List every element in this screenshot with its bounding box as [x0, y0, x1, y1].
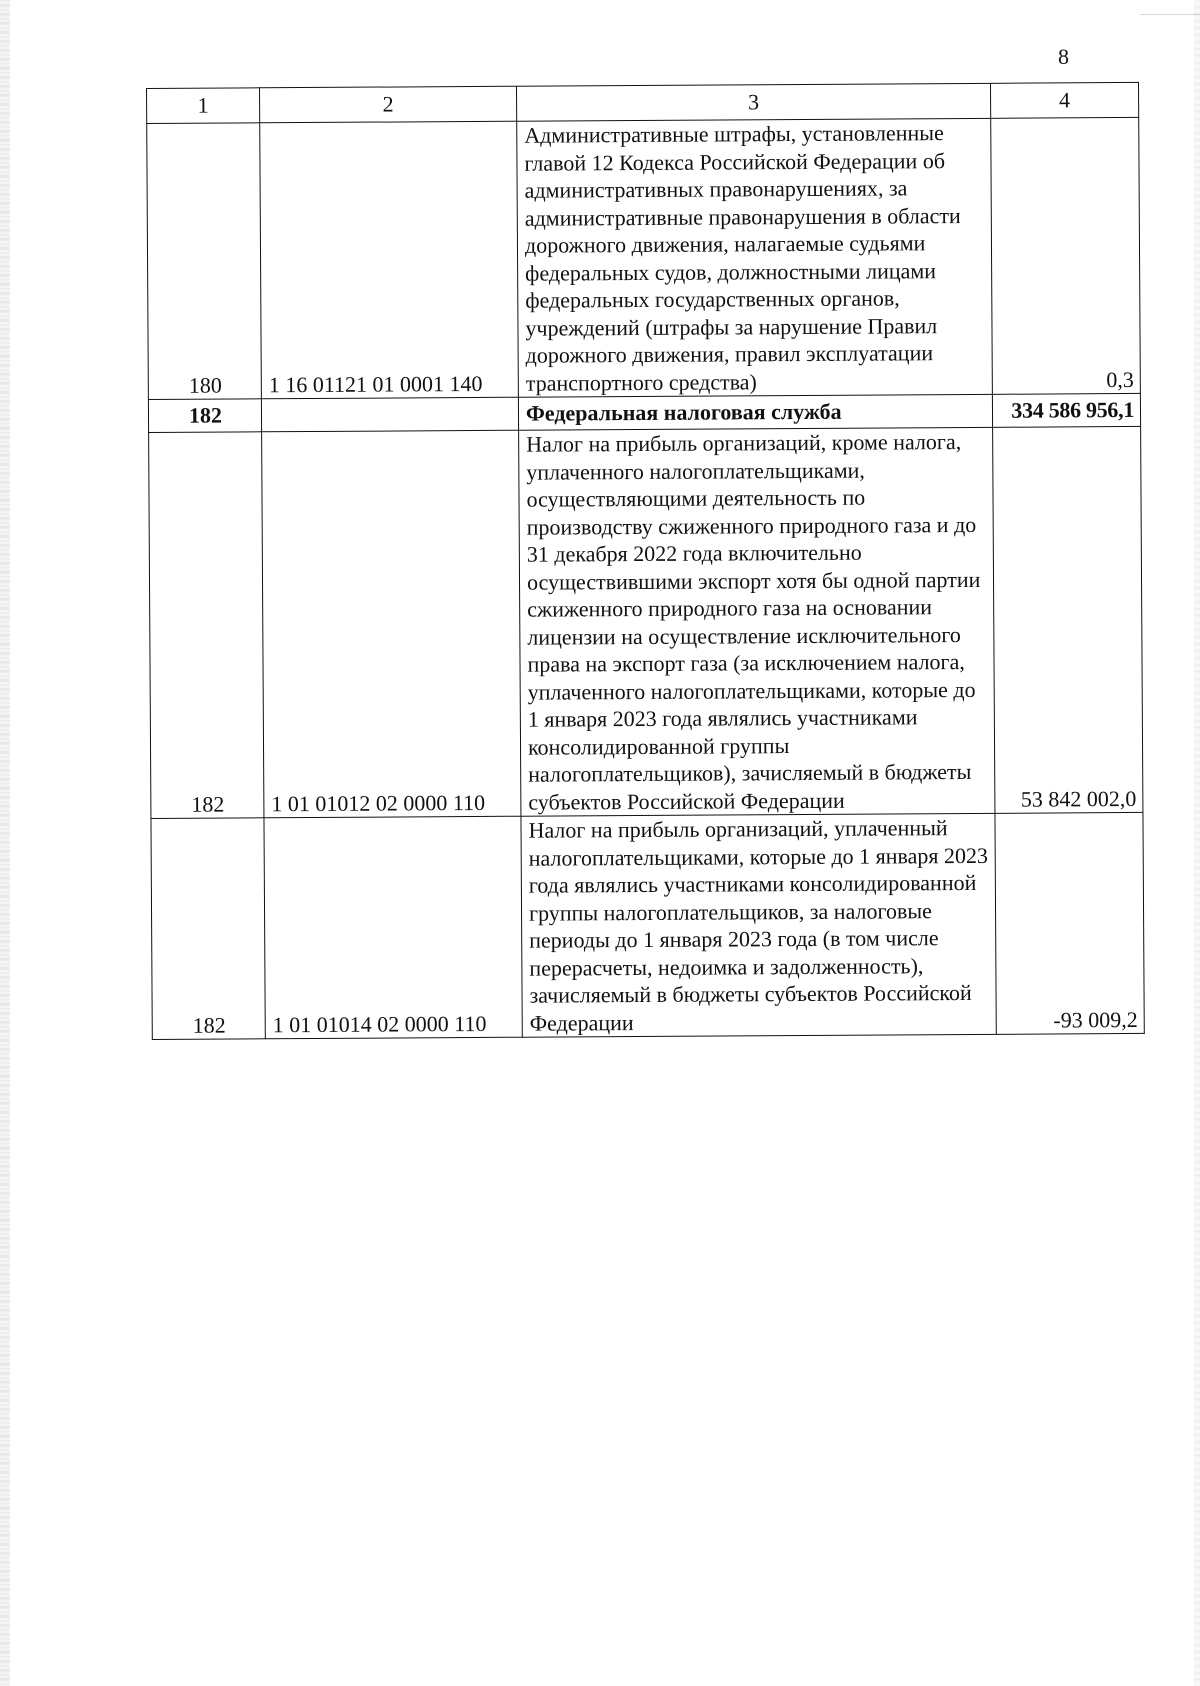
- admin-code-cell: 182: [149, 432, 264, 819]
- budget-code-cell: [261, 397, 518, 432]
- budget-table: [146, 82, 1145, 1040]
- admin-code-cell: 180: [147, 123, 262, 400]
- admin-code-cell: 182: [148, 399, 261, 433]
- amount-cell: 334 586 956,1: [992, 393, 1140, 427]
- description-cell: Налог на прибыль организаций, кроме налога, уплаченного налогоплательщиками, осуществляющими деятельность по производству сжиженного природного газа и до 31 декабря 2022 года включительно осуществившими экспорт хотя бы одной партии сжиженного природного газа на основании лицензии на осуществление исключительного права на экспорт газа (за исключением налога, уплаченного налогоплательщиками, которые до 1 января 2023 года являлись участниками консолидированной группы налогоплательщиков), зачисляемый в бюджеты субъектов Российской Федерации: [519, 427, 995, 816]
- budget-code-cell: 1 16 01121 01 0001 140: [260, 121, 519, 399]
- table-row: [147, 117, 1141, 399]
- scan-left-edge: [0, 0, 10, 1686]
- header-col-3: 3: [516, 83, 990, 121]
- amount-cell: 53 842 002,0: [993, 426, 1143, 813]
- table-header-row: [147, 82, 1139, 123]
- header-col-1: 1: [147, 88, 260, 124]
- amount-cell: -93 009,2: [995, 812, 1144, 1034]
- header-col-4: 4: [990, 82, 1138, 118]
- admin-code-cell: 182: [151, 818, 265, 1040]
- description-cell: Федеральная налоговая служба: [518, 394, 992, 430]
- table-row: [149, 426, 1143, 818]
- budget-code-cell: 1 01 01012 02 0000 110: [262, 430, 521, 818]
- description-cell: Налог на прибыль организаций, уплаченный налогоплательщиками, которые до 1 января 2023 года являлись участниками консолидированной группы налогоплательщиков, за налоговые периоды до 1 января 2023 года (в том числе перерасчеты, недоимка и задолженность), зачисляемый в бюджеты субъектов Российской Федерации: [521, 813, 996, 1037]
- header-col-2: 2: [260, 86, 517, 123]
- scan-corner-mark: [1140, 0, 1200, 15]
- description-cell: Административные штрафы, установленные главой 12 Кодекса Российской Федерации об административных правонарушениях, за административные правонарушения в области дорожного движения, налагаемые судьями федеральных судов, должностными лицами федеральных государственных органов, учреждений (штрафы за нарушение Правил дорожного движения, правил эксплуатации транспортного средства): [517, 118, 993, 397]
- budget-code-cell: 1 01 01014 02 0000 110: [264, 816, 522, 1039]
- page-number: 8: [1058, 44, 1069, 69]
- amount-cell: 0,3: [991, 117, 1141, 394]
- table-row: [151, 812, 1144, 1039]
- scan-right-edge: [1194, 0, 1200, 1686]
